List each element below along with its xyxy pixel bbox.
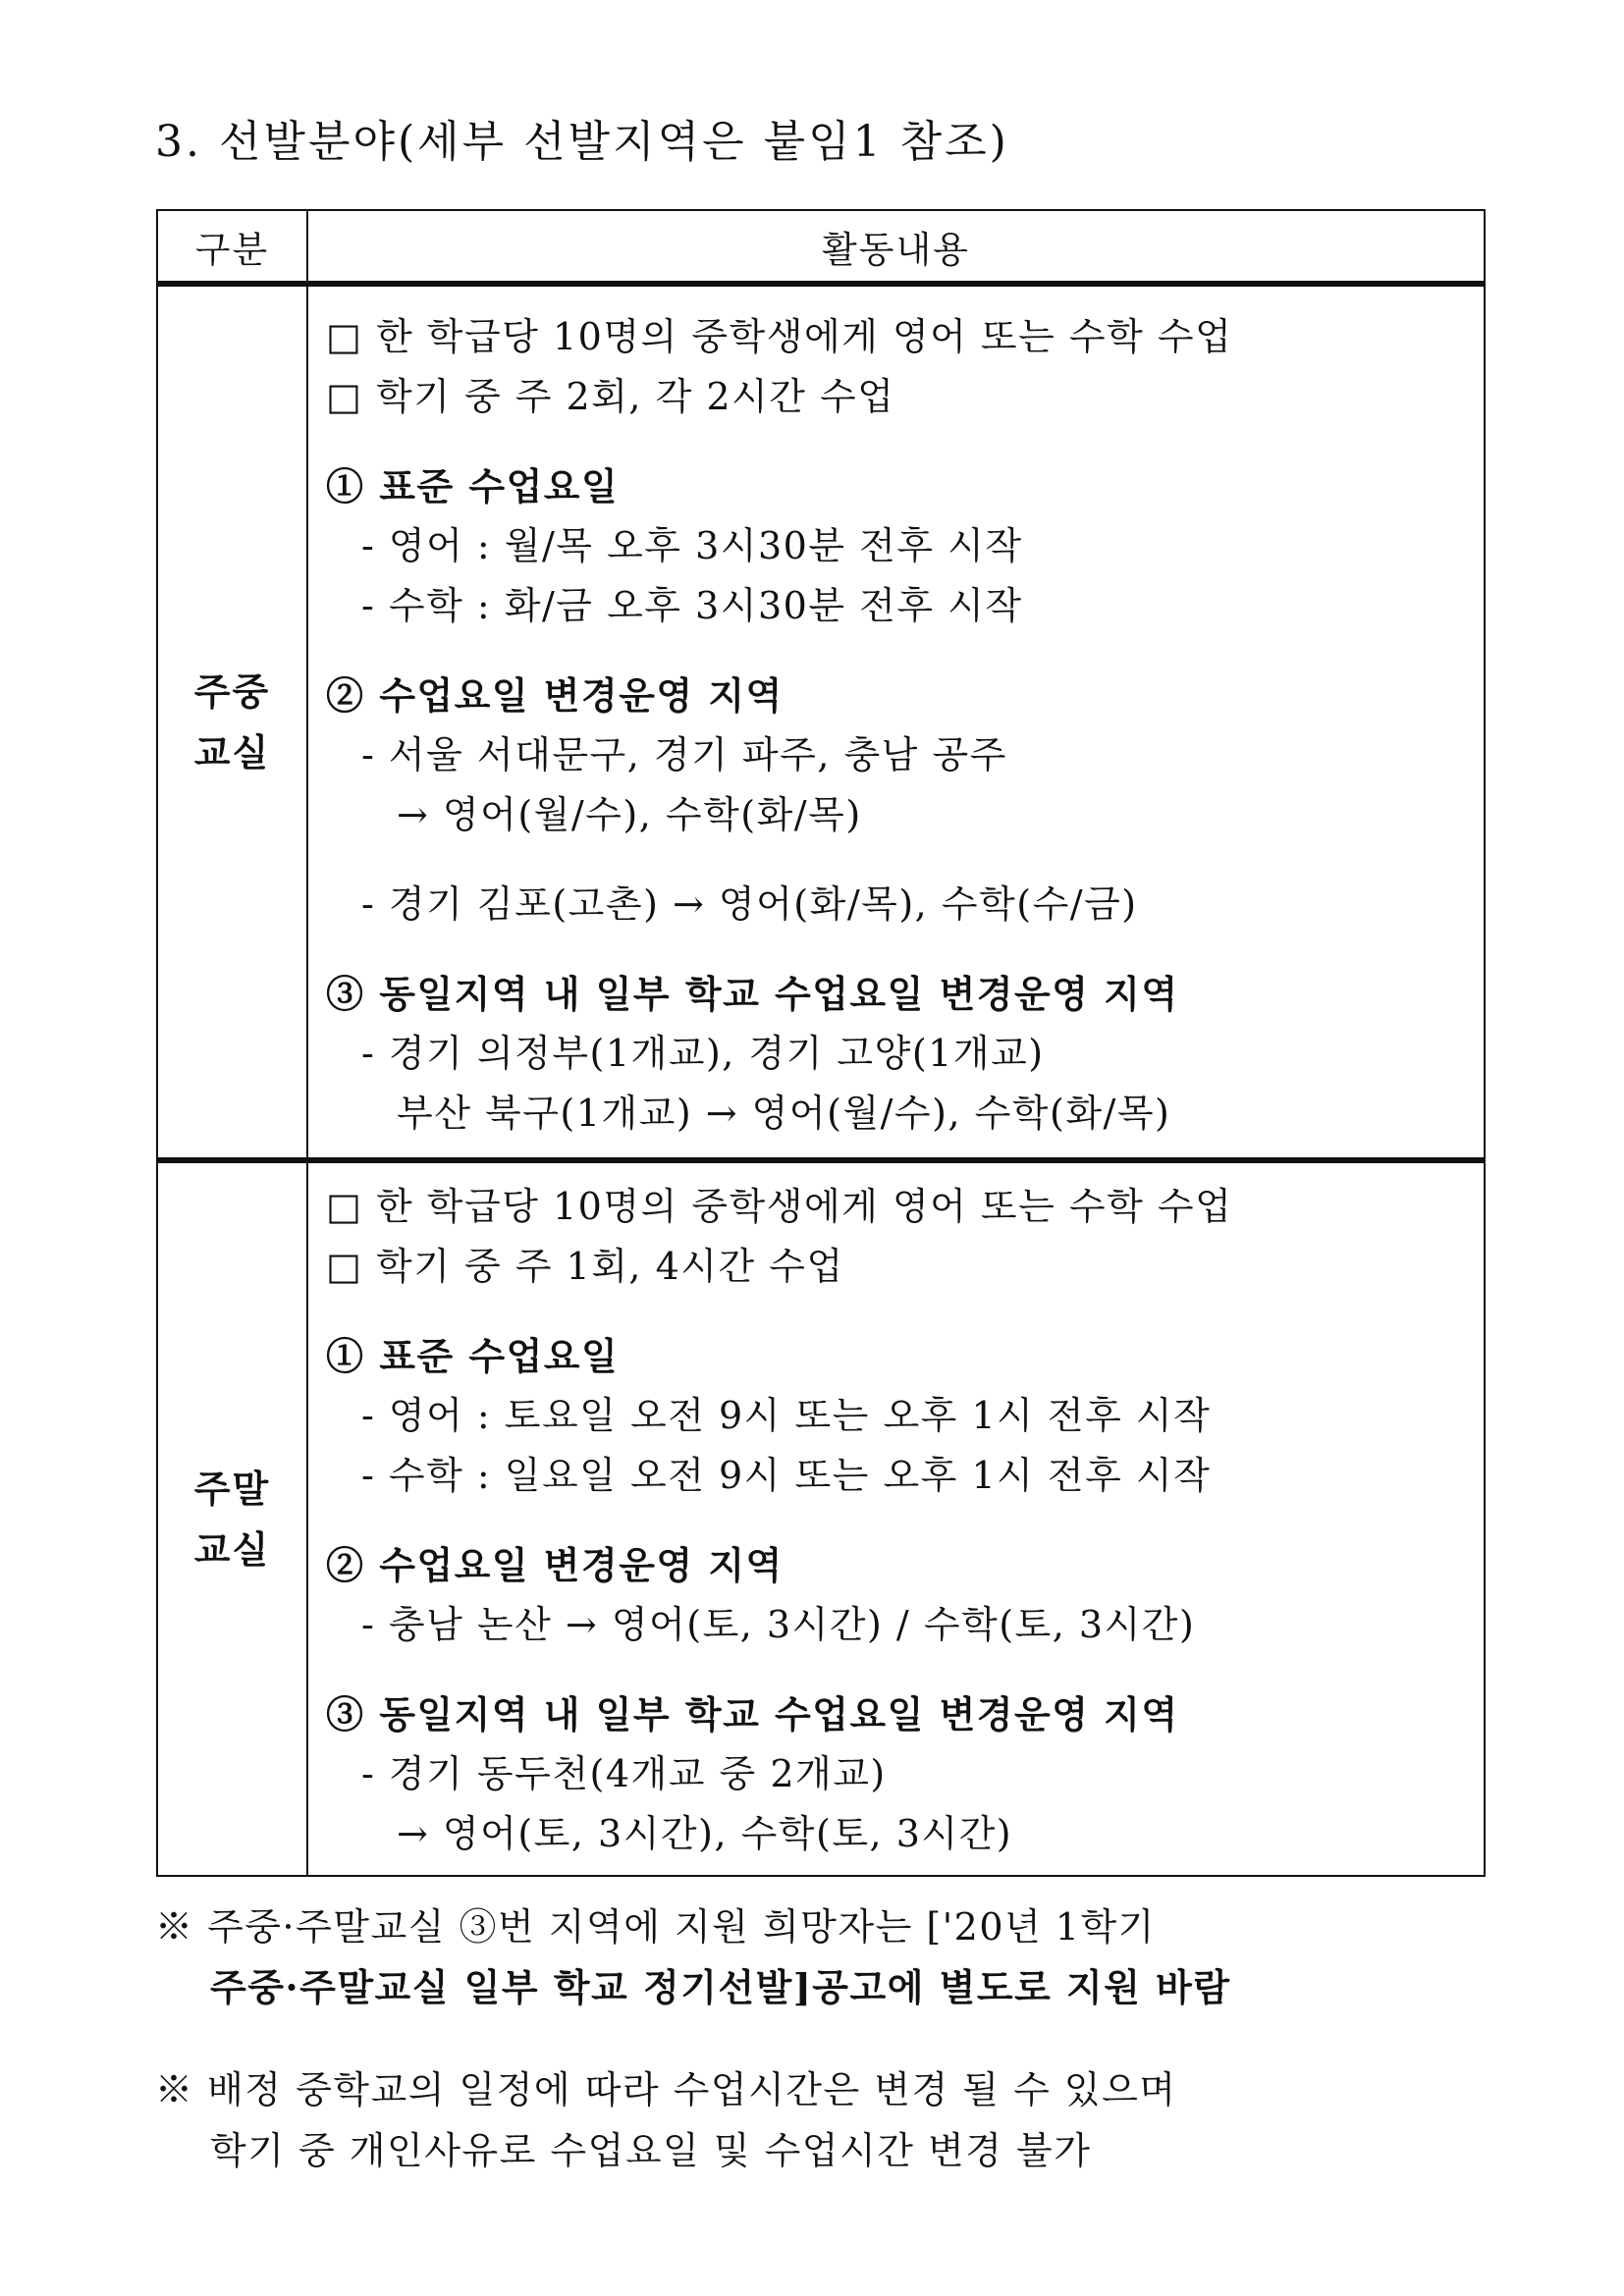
weekday-section-3-item: - 경기 의정부(1개교), 경기 고양(1개교): [361, 1032, 1045, 1075]
category-weekday: [157, 284, 307, 1160]
category-weekend-line1: 주말: [193, 1466, 271, 1511]
weekend-section-3-item: → 영어(토, 3시간), 수학(토, 3시간): [397, 1812, 1013, 1855]
weekday-bullet-2: □ 학기 중 주 2회, 각 2시간 수업: [326, 375, 895, 418]
weekend-section-1-item: - 영어 : 토요일 오전 9시 또는 오후 1시 전후 시작: [361, 1394, 1212, 1437]
weekday-section-2-item: - 경기 김포(고촌) → 영어(화/목), 수학(수/금): [361, 882, 1138, 926]
note-2-line1: ※ 배정 중학교의 일정에 따라 수업시간은 변경 될 수 있으며: [155, 2068, 1177, 2111]
weekday-section-1-title: ① 표준 수업요일: [326, 464, 620, 508]
page-title: 3. 선발분야(세부 선발지역은 붙임1 참조): [155, 117, 1009, 167]
note-2-line2: 학기 중 개인사유로 수업요일 및 수업시간 변경 불가: [210, 2129, 1092, 2172]
selection-field-table: [156, 209, 1486, 1877]
note-2: [155, 2059, 1177, 2181]
category-weekend: [157, 1160, 307, 1876]
weekend-section-3-item: - 경기 동두천(4개교 중 2개교): [361, 1752, 887, 1795]
weekday-section-1-item: - 수학 : 화/금 오후 3시30분 전후 시작: [361, 584, 1023, 627]
note-1-line2: 주중·주말교실 일부 학교 정기선발]공고에 별도로 지원 바람: [210, 1965, 1231, 2009]
table-row-weekday: [157, 284, 1485, 1160]
weekend-section-3-title: ③ 동일지역 내 일부 학교 수업요일 변경운영 지역: [326, 1692, 1179, 1736]
weekday-section-2-item: → 영어(월/수), 수학(화/목): [397, 793, 862, 836]
weekend-bullet-1: □ 한 학급당 10명의 중학생에게 영어 또는 수학 수업: [326, 1185, 1233, 1228]
header-activity: 활동내용: [307, 210, 1485, 284]
weekend-section-2-title: ② 수업요일 변경운영 지역: [326, 1543, 784, 1587]
weekday-section-2-item: - 서울 서대문구, 경기 파주, 충남 공주: [361, 733, 1007, 776]
weekday-bullet-1: □ 한 학급당 10명의 중학생에게 영어 또는 수학 수업: [326, 315, 1233, 358]
weekday-section-3-title: ③ 동일지역 내 일부 학교 수업요일 변경운영 지역: [326, 972, 1179, 1016]
header-category: 구분: [157, 210, 307, 284]
activity-weekday: [307, 284, 1485, 1160]
category-weekday-line1: 주중: [193, 668, 271, 714]
weekday-section-1-item: - 영어 : 월/목 오후 3시30분 전후 시작: [361, 524, 1023, 567]
weekend-section-2-item: - 충남 논산 → 영어(토, 3시간) / 수학(토, 3시간): [361, 1603, 1196, 1646]
note-1-line1: ※ 주중·주말교실 ③번 지역에 지원 희망자는 ['20년 1학기: [155, 1905, 1156, 1949]
weekend-bullet-2: □ 학기 중 주 1회, 4시간 수업: [326, 1245, 844, 1288]
weekend-section-1-item: - 수학 : 일요일 오전 9시 또는 오후 1시 전후 시작: [361, 1454, 1212, 1497]
table-header-row: [157, 210, 1485, 284]
weekday-section-3-item: 부산 북구(1개교) → 영어(월/수), 수학(화/목): [397, 1092, 1171, 1135]
weekday-section-2-title: ② 수업요일 변경운영 지역: [326, 673, 784, 718]
category-weekend-line2: 교실: [193, 1526, 271, 1572]
activity-weekend: [307, 1160, 1485, 1876]
note-1: [155, 1896, 1231, 2018]
category-weekday-line2: 교실: [193, 729, 271, 774]
table-row-weekend: [157, 1160, 1485, 1876]
weekend-section-1-title: ① 표준 수업요일: [326, 1334, 620, 1378]
